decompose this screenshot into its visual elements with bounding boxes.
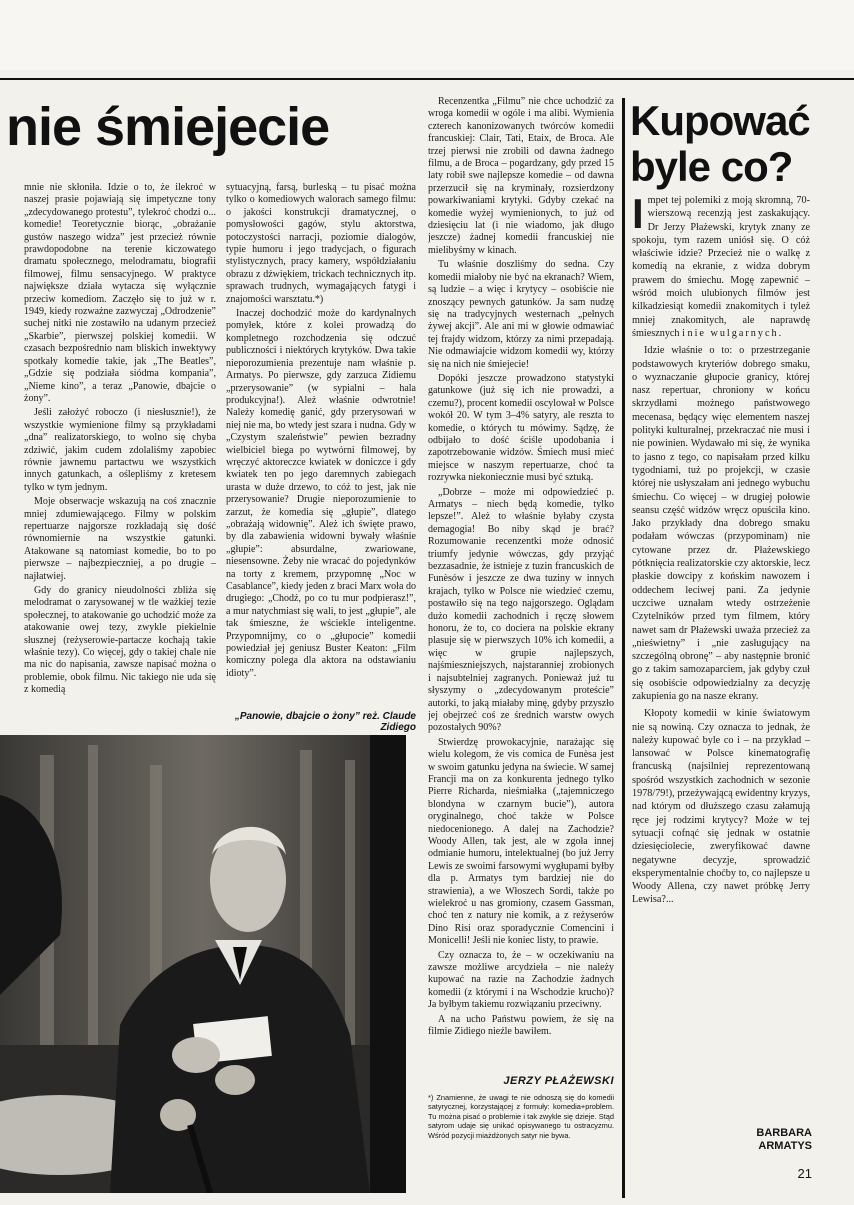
paragraph: Inaczej dochodzić może do kardynalnych pomyłek, które z kolei prowadzą do kompletnego rozchodzenia się odczuć publiczności i niektórych krytyków. Dwa takie nieporozumienia prezentuje nam właśnie p. Armatys. Po pierwsze, gdy zarzuca Zidiemu „przerysowanie” (w sypialni – hala produkcyjna!). Ależ właśnie odwrotnie! Należy komedię ganić, gdy przerysowań w niej nie ma, bo wtedy jest szara i nudna. Gdy w „Czystym szaleństwie” pewien bezradny wielbiciel biega po wytwórni filmowej, by wręczyć aktoreczce kwiatek w doniczce i gdy kwiatek ten po jego daremnych zabiegach urasta w duże drzewo, to cóż to jest, jak nie przerysowanie? Drugie nieporozumienie to zarzut, że komedia się „głupie”, dlatego „obrażają widownię”. Ależ ich święte prawo, by dla zabawienia widowni bywały właśnie „głupie”: absurdalne, zwariowane, niesensowne. Żeby nie wracać do pojedynków na torty z kremem, przypomnę „Noc w Casablance”, kiedy jeden z braci Marx woła do drugiego: „Chodź, po co tu mur podpierasz!”, a mur natychmiast się wali, to jest „głupie”, ale tak śmieszne, że wściekle inteligentne. Przypomnijmy, co o „głupocie” komedii powiedział jej geniusz Buster Keaton: „Film komiczny polega dla aktora na odstawianiu idioty”.	[226, 308, 416, 679]
paragraph: Gdy do granicy nieudolności zbliża się melodramat o zarysowanej w tle ważkiej tezie społecznej, to atakowanie go uchodzić może za atakowanie owej tezy, zwykle piekielnie słusznej (reżyserowie-partacze kochają takie właśnie tezy). Co więcej, gdy o takiej chale nie ma nic do napisania, zawsze napisać można o problemie, obok filmu. Nic takiego nie uda się z komedią	[24, 585, 216, 696]
article1-headline: nie śmiejecie	[6, 97, 330, 157]
paragraph: Dopóki jeszcze prowadzono statystyki gatunkowe (już się ich nie prowadzi, a czemu?), procent komedii oscylował w Polsce wokół 20. W tym 3–4% satyry, ale reszta to komedie, o których tu mówimy. Sądzę, że odbijało to dość ściśle upodobania i zapotrzebowanie widzów. Śmiech musi mieć miejsce w naszym repertuarze, choć ta rozrywka niekoniecznie musi być sztuką.	[428, 372, 614, 484]
paragraph: Stwierdzę prowokacyjnie, narażając się wielu kolegom, że vis comica de Funèsa jest w swoim gatunku jedyna na świecie. W samej Francji ma on za konkurenta jednego tylko Pierre Richarda, nieśmiałka („tajemniczego blondyna w czarnym bucie”), autora oryginalnego, choć także w Polsce niedocenionego. A dalej na Zachodzie? Woody Allen, tak jest, ale w zgoła innej odmianie humoru, intelektualnej (bo już Jerry Lewis ze swoimi farsowymi wygłupami byłby dla p. Armatys tym bardziej nie do strawienia), a we Włoszech Sordi, także po wielekroć u nas gromiony, czasem Gassman, choć ten z natury nie komik, a z reżyserów Dino Risi oraz sporadycznie Comencini i Monicelli! Jeśli nie koniec listy, to prawie.	[428, 736, 614, 947]
article2-column	[632, 194, 810, 1124]
paragraph: Czy oznacza to, że – w oczekiwaniu na zawsze możliwe arcydzieła – nie należy kupować na razie na Zachodzie żadnych komedii (z którymi i na Wschodzie krucho)? Ja byłbym takiemu rozwiązaniu przeciwny.	[428, 949, 614, 1011]
article1-footnote: *) Znamienne, że uwagi te nie odnoszą się do komedii satyrycznej, korzystającej z formuły: komedia+problem. Tu można pisać o problemie i tak zwykle się dzieje. Stąd satyrom udaje się unikać opisywanego tu ostracyzmu. Wśród pozycji miażdżonych satyr nie bywa.	[428, 1093, 614, 1140]
paragraph: Moje obserwacje wskazują na coś znacznie mniej zdumiewającego. Filmy w polskim repertuarze najgorsze rozkładają się dość równomiernie na wszystkie gatunki. Atakowane są natomiast komedie, bo to po pierwsze – najbezpieczniej, a po drugie – najłatwiej.	[24, 496, 216, 582]
article2-author	[720, 1127, 812, 1153]
paragraph: Tu właśnie doszliśmy do sedna. Czy komedii miałoby nie być na ekranach? Wiem, są ludzie – a więc i krytycy – osobiście nie znoszący pewnych gatunków. Ja sam nudzę się na tradycyjnych westernach „pełnych żywej akcji”. Ale ani mi w głowie odmawiać tej frajdy widzom, którzy za nimi przepadają. Nie odmawiajcie widzom komedii wy, którzy się na nich nie śmiejecie!	[428, 259, 614, 370]
paragraph: „Dobrze – może mi odpowiedzieć p. Armatys – niech będą komedie, tylko lepsze!”. Ależ to właśnie byłaby czysta demagogia! Bo niby skąd je brać? Rozumowanie recenzentki może odnosić triumfy jedynie wówczas, gdy przyjąć bezzasadnie, że istnieje z tuzin francuskich de Funèsów i jeszcze ze dwa tuziny w innych krajach, tylko w Polsce nie wiedzieć czemu, postawiło się na tego najgorszego. Oglądam dużo komedii zachodnich i ręczę słowem honoru, że to, co dociera na polskie ekrany plasuje się w pierwszych 10% ich komedii, a więc w grupie najlepszych, najśmieszniejszych, najstaranniej zrobionych i najsubtelniej zagranych. Ponieważ już tu słyszymy o „zdecydowanym proteście” autorki, to jaką miałaby minę, gdyby przyszło jej obejrzeć coś ze średnich warstw owych pozostałych 90%?	[428, 486, 614, 734]
paragraph: A na ucho Państwu powiem, że się na filmie Zidiego nieźle bawiłem.	[428, 1013, 614, 1038]
article1-column-3	[428, 96, 614, 1086]
top-rule	[0, 78, 854, 80]
lead-text: mpet tej polemiki z moją skromną, 70-wierszową recenzją jest zaskakujący. Dr Jerzy Płażewski, krytyk znany ze spokoju, tym razem uniósł się. O cóż właściwie idzie? Przecież nie o walkę z komedią na ekranie, z widza dobrym prawem do śmiechu. Mogę zapewnić – wśród moich ulubionych filmów jest kilkadziesiąt komedii znakomitych i tyleż mniej znakomitych, ale naprawdę śmiesznych i	[632, 195, 810, 339]
photo-caption: „Panowie, dbajcie o żony” reż. Claude Zidiego	[234, 711, 416, 733]
paragraph: Jeśli założyć roboczo (i niesłusznie!), że wszystkie wymienione filmy są przykładami „dna” realizatorskiego, to wolno się chyba zdziwić, jakim cudem zdolaliśmy zapobiec równie jawnemu partactwu we wszystkich innych gatunkach, a oślepliśmy z kretesem tylko w tym jednym.	[24, 407, 216, 493]
lead-end: .	[778, 327, 782, 339]
article1-column-2	[226, 182, 416, 702]
author-last-name: ARMATYS	[758, 1140, 812, 1152]
author-first-name: BARBARA	[756, 1127, 812, 1139]
lead-emphasis: nie wulgarnych	[687, 327, 779, 339]
film-still-image	[0, 735, 406, 1193]
paragraph: Kłopoty komedii w kinie światowym nie są nowiną. Czy oznacza to jednak, że należy kupować byle co i – na przykład – lansować w Polsce kinematografię francuską (najsilniej reprezentowaną spośród wszystkich zachodnich w sezonie 1978/79!), przeżywającą ewidentny kryzys, nad którym od dłuższego czasu załamują ręce jej rodzimi krytycy? Może w tej sytuacji cofnąć się jednak w ostatnie dziesięciolecie, zweryfikować dawne negatywne decyzje, sprowadzić eksperymentalnie choćby to, co najlepsze u Woody Allena, czy nawet próbkę Jerry Lewisa?...	[632, 708, 810, 906]
paragraph: Recenzentka „Filmu” nie chce uchodzić za wroga komedii w ogóle i ma alibi. Wymienia czterech kanonizowanych twórców komedii francuskiej: Clair, Tati, Etaix, de Broca. Ale trzej pierwsi nie zrobili od dawna żadnego filmu, a de Broca – pogardzany, gdy przed 15 laty robił swe najlepsze komedie – od dawna przerzucił się na kryminały, rozsierdzony powarkiwaniami krytyki. Gdyby czekać na komedie wyżej wymienionych, to już od dziesięciu lat (i nie wiadomo, jak długo jeszcze) żadnej komedii francuskiej nie mielibyśmy w kinach.	[428, 96, 614, 256]
drop-cap: I	[632, 194, 644, 237]
paragraph: mnie nie skłoniła. Idzie o to, że ilekroć w naszej prasie pojawiają się impetyczne tony „zdecydowanego protestu”, tylekroć chodzi o... komedie! Teoretycznie biorąc, „obrażanie gustów naszego widza” jest przecież równie prawdopodobne na terenie kiczowatego dramatu społecznego, melodramatu, biografii filmowej, filmu sensacyjnego. W praktyce największe działa wytacza się wyłącznie przeciw komediom. Zaczęło się to już w r. 1949, kiedy rozważne zazwyczaj „Odrodzenie” suchej nitki nie zostawiło na udanym przecież „Skarbie”, pierwszej polskiej komedii. W czasach bezpośrednio nam bliskich inwektywy spotkały komedie takie, jak „The Beatles”, „Gdzie się podziała siódma kompania”, „Nieme kino”, a teraz „Panowie, dbajcie o żony”.	[24, 182, 216, 404]
article1-author: JERZY PŁAŻEWSKI	[503, 1075, 614, 1087]
page-number: 21	[797, 1166, 812, 1181]
article2-headline: Kupować byle co?	[630, 97, 810, 190]
article1-column-1	[24, 182, 216, 702]
paragraph: sytuacyjną, farsą, burleską – tu pisać można tylko o komediowych walorach samego filmu: o jakości konstrukcji dramatycznej, o pomysłowości gagów, stylu aktorstwa, potoczystości narracji, poziomie dialogów, typie humoru i jego tradycjach, o figurach stylistycznych, pracy kamery, współdziałaniu obrazu z dźwiękiem, trickach technicznych itp. sprawach trudnych, wymagających fatygi i znajomości warsztatu.*)	[226, 182, 416, 305]
top-margin-strip	[0, 0, 854, 70]
lead-paragraph	[632, 194, 810, 340]
paragraph: Idzie właśnie o to: o przestrzeganie podstawowych kryteriów dobrego smaku, o wyznaczanie głupocie granicy, której nasz repertuar, chroniony w końcu skrzydłami możnego państwowego mecenasa, będący więc elementem naszej polityki kulturalnej, przekraczać nie musi i nie powinien. Wydawało mi się, że wynika to jasno z tego, co napisałam przed kilku tygodniami, tuż po projekcji, w czasie której nie usłyszałam ani jednego wybuchu śmiechu. Co więcej – w drugiej połowie seansu część widzów wręcz opuściła kino. Jako przykłady dna dobrego smaku podałam wówczas (przypominam) nie cytowane przez dr. Płażewskiego pótknięcia realizatorskie czy aktorskie, lecz płaskie dowcipy z końskim nawozem i oddechem leciwej pani. Za jedynie uczciwe uznałam wtedy ostrzeżenie Czytelników przed tym filmem, który nawet sam dr Płażewski uważa przecież za „nieświetny” i „nie zasługujący na szczególną obronę” – aby następnie bronić go z takim samozaparciem, jak gdyby czuł się osobiście odpowiedzialny za decyzję zakupienia go na nasze ekrany.	[632, 345, 810, 702]
column-divider-rule	[622, 98, 625, 1198]
film-still-photo	[0, 735, 406, 1193]
